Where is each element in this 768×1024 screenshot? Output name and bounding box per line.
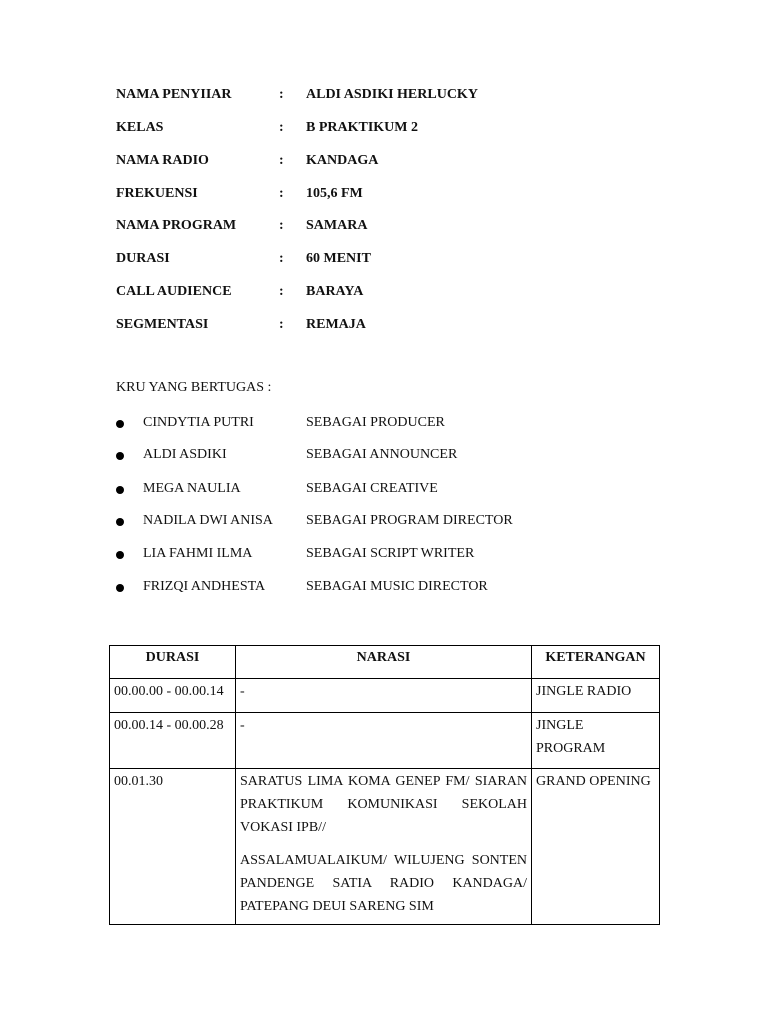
crew-role: SEBAGAI PRODUCER (306, 415, 445, 430)
crew-title: KRU YANG BERTUGAS : (116, 380, 272, 395)
info-label: SEGMENTASI (116, 317, 209, 332)
narasi-paragraph: - (240, 684, 245, 699)
crew-item (0, 546, 768, 566)
info-value: ALDI ASDIKI HERLUCKY (306, 87, 478, 102)
cell-keterangan: JINGLE RADIO (532, 679, 660, 713)
info-label: DURASI (116, 251, 170, 266)
cell-keterangan: JINGLE PROGRAM (532, 713, 660, 769)
info-colon: : (279, 153, 284, 168)
cell-durasi: 00.00.14 - 00.00.28 (110, 713, 236, 769)
info-label: KELAS (116, 120, 164, 135)
info-row-nama-radio (0, 153, 768, 173)
crew-item (0, 447, 768, 467)
cell-narasi (236, 769, 532, 925)
info-value: BARAYA (306, 284, 364, 299)
table-header-row (110, 646, 660, 679)
info-row-durasi (0, 251, 768, 271)
info-row-frekuensi (0, 186, 768, 206)
table-row (110, 769, 660, 925)
bullet-icon (116, 584, 124, 592)
crew-item (0, 513, 768, 533)
crew-role: SEBAGAI ANNOUNCER (306, 447, 458, 462)
bullet-icon (116, 420, 124, 428)
narasi-paragraph: ASSALAMUALAIKUM/ WILUJENG SONTEN PANDENGE SATIA RADIO KANDAGA/ PATEPANG DEUI SARENG SIM (240, 853, 527, 914)
crew-name: MEGA NAULIA (143, 481, 241, 496)
info-row-segmentasi (0, 317, 768, 337)
rundown-table (109, 645, 660, 925)
cell-keterangan: GRAND OPENING (532, 769, 660, 925)
info-row-kelas (0, 120, 768, 140)
info-label: FREKUENSI (116, 186, 198, 201)
crew-name: FRIZQI ANDHESTA (143, 579, 266, 594)
info-value: B PRAKTIKUM 2 (306, 120, 418, 135)
info-row-nama-program (0, 218, 768, 238)
bullet-icon (116, 518, 124, 526)
info-colon: : (279, 87, 284, 102)
cell-narasi (236, 679, 532, 713)
info-label: NAMA PENYIIAR (116, 87, 232, 102)
table-row (110, 713, 660, 769)
crew-name: LIA FAHMI ILMA (143, 546, 253, 561)
header-narasi: NARASI (236, 646, 532, 679)
info-value: 105,6 FM (306, 186, 363, 201)
table-row (110, 679, 660, 713)
bullet-icon (116, 452, 124, 460)
cell-durasi: 00.01.30 (110, 769, 236, 925)
info-value: SAMARA (306, 218, 368, 233)
info-label: CALL AUDIENCE (116, 284, 232, 299)
info-value: REMAJA (306, 317, 366, 332)
crew-role: SEBAGAI MUSIC DIRECTOR (306, 579, 488, 594)
info-colon: : (279, 284, 284, 299)
info-colon: : (279, 317, 284, 332)
crew-role: SEBAGAI CREATIVE (306, 481, 438, 496)
info-colon: : (279, 120, 284, 135)
cell-durasi: 00.00.00 - 00.00.14 (110, 679, 236, 713)
info-label: NAMA RADIO (116, 153, 209, 168)
info-row-nama-penyiar (0, 87, 768, 107)
info-row-call-audience (0, 284, 768, 304)
crew-item (0, 415, 768, 435)
cell-narasi (236, 713, 532, 769)
narasi-paragraph: - (240, 718, 245, 733)
info-colon: : (279, 218, 284, 233)
crew-item (0, 579, 768, 599)
info-value: KANDAGA (306, 153, 379, 168)
bullet-icon (116, 551, 124, 559)
crew-item (0, 481, 768, 501)
info-label: NAMA PROGRAM (116, 218, 237, 233)
crew-name: NADILA DWI ANISA (143, 513, 273, 528)
crew-role: SEBAGAI PROGRAM DIRECTOR (306, 513, 513, 528)
info-colon: : (279, 251, 284, 266)
header-durasi: DURASI (110, 646, 236, 679)
crew-name: CINDYTIA PUTRI (143, 415, 254, 430)
crew-role: SEBAGAI SCRIPT WRITER (306, 546, 475, 561)
crew-name: ALDI ASDIKI (143, 447, 227, 462)
header-keterangan: KETERANGAN (532, 646, 660, 679)
narasi-paragraph: SARATUS LIMA KOMA GENEP FM/ SIARAN PRAKTIKUM KOMUNIKASI SEKOLAH VOKASI IPB// (240, 774, 527, 835)
bullet-icon (116, 486, 124, 494)
info-colon: : (279, 186, 284, 201)
info-value: 60 MENIT (306, 251, 371, 266)
